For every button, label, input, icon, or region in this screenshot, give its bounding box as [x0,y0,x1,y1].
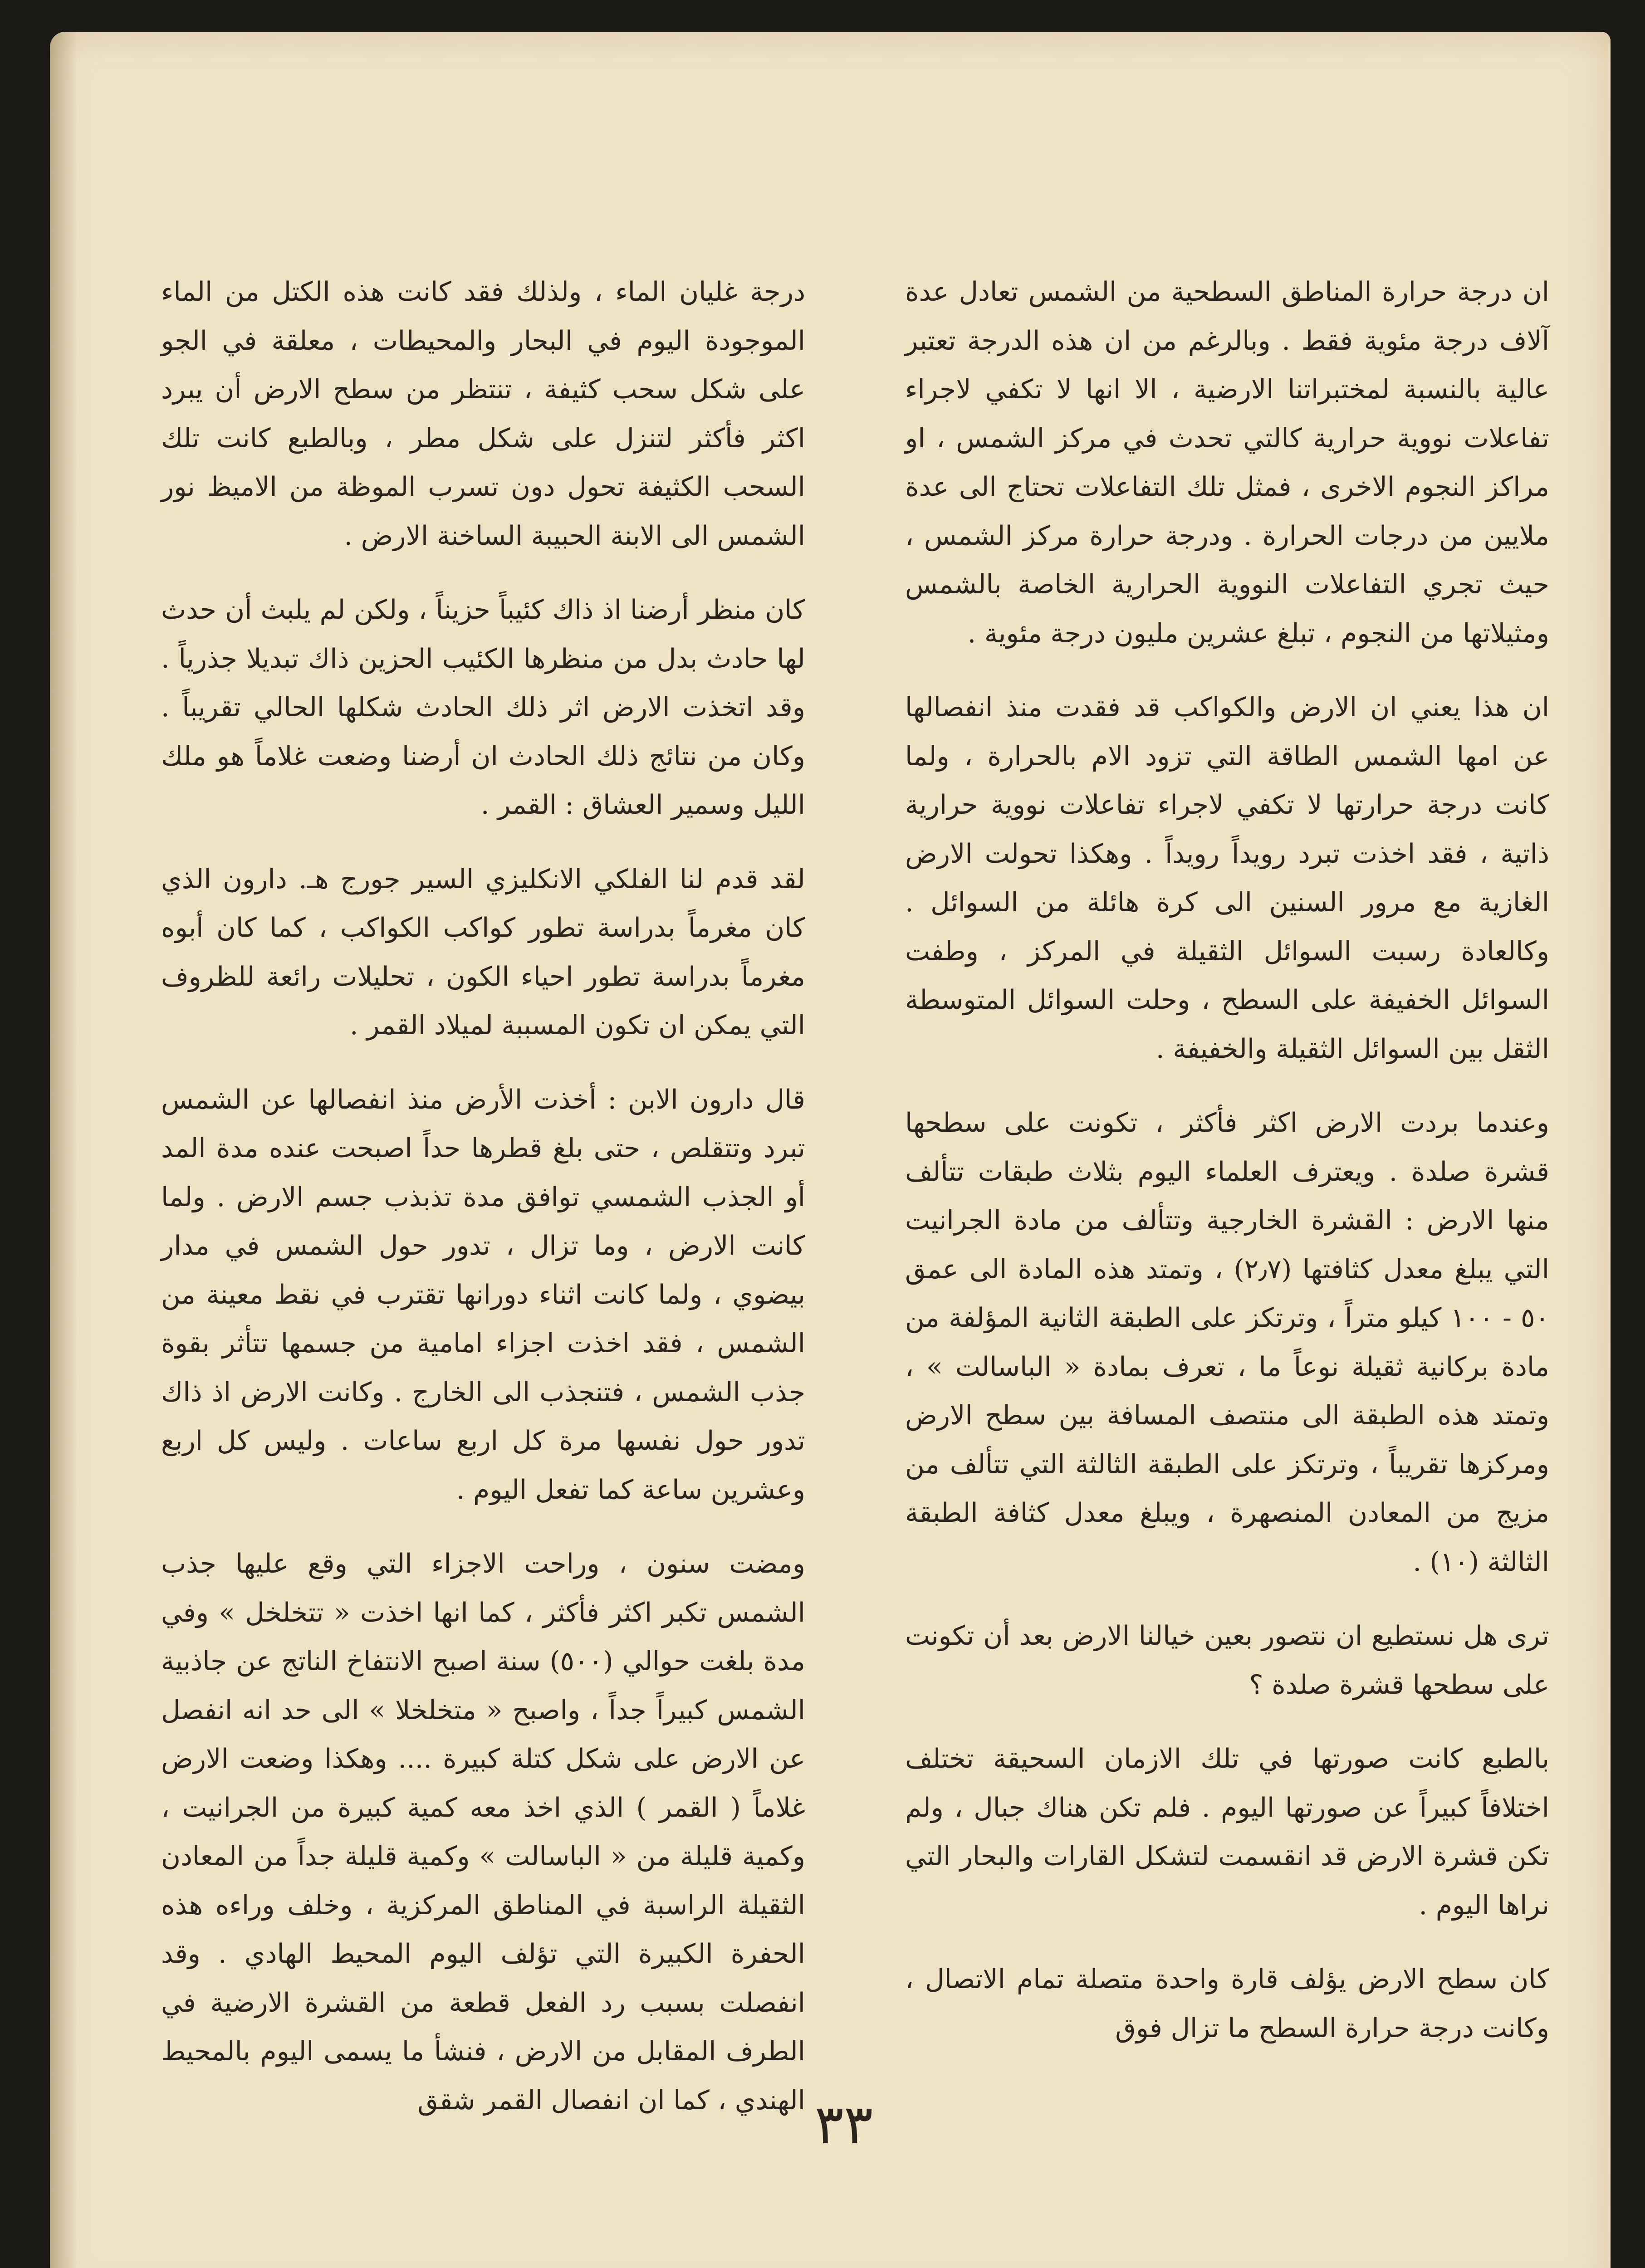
paragraph: ان هذا يعني ان الارض والكواكب قد فقدت منذ انفصالها عن امها الشمس الطاقة التي تزود الام بالحرارة ، ولما كانت درجة حرارتها لا تكفي لاجراء تفاعلات نووية حرارية ذاتية ، فقد اخذت تبرد رويداً رويداً . وهكذا تحولت الارض الغازية مع مرور السنين الى كرة هائلة من السوائل . وكالعادة رسبت السوائل الثقيلة في المركز ، وطفت السوائل الخفيفة على السطح ، وحلت السوائل المتوسطة الثقل بين السوائل الثقيلة والخفيفة . [905,692,1549,1064]
paragraph: وعندما بردت الارض اكثر فأكثر ، تكونت على سطحها قشرة صلدة . ويعترف العلماء اليوم بثلاث طبقات تتألف منها الارض : القشرة الخارجية وتتألف من مادة الجرانيت التي يبلغ معدل كثافتها (٢٫٧) ، وتمتد هذه المادة الى عمق ٥٠ - ١٠٠ كيلو متراً ، وترتكز على الطبقة الثانية المؤلفة من مادة بركانية ثقيلة نوعاً ما ، تعرف بمادة « الباسالت » ، وتمتد هذه الطبقة الى منتصف المسافة بين سطح الارض ومركزها تقريباً ، وترتكز على الطبقة الثالثة التي تتألف من مزيج من المعادن المنصهرة ، ويبلغ معدل كثافة الطبقة الثالثة (١٠) . [905,1107,1549,1577]
paragraph: ومضت سنون ، وراحت الاجزاء التي وقع عليها جذب الشمس تكبر اكثر فأكثر ، كما انها اخذت « تتخلخل » وفي مدة بلغت حوالي (٥٠٠) سنة اصبح الانتفاخ الناتج عن جاذبية الشمس كبيراً جداً ، واصبح « متخلخلا » الى حد انه انفصل عن الارض على شكل كتلة كبيرة .... وهكذا وضعت الارض غلاماً ( القمر ) الذي اخذ معه كمية كبيرة من الجرانيت ، وكمية قليلة من « الباسالت » وكمية قليلة جداً من المعادن الثقيلة الراسبة في المناطق المركزية ، وخلف وراءه هذه الحفرة الكبيرة التي تؤلف اليوم المحيط الهادي . وقد انفصلت بسبب رد الفعل قطعة من القشرة الارضية في الطرف المقابل من الارض ، فنشأ ما يسمى اليوم بالمحيط الهندي ، كما ان انفصال القمر شقق [161,1548,806,2116]
paragraph: بالطبع كانت صورتها في تلك الازمان السحيقة تختلف اختلافاً كبيراً عن صورتها اليوم . فلم تكن هناك جبال ، ولم تكن قشرة الارض قد انقسمت لتشكل القارات والبحار التي نراها اليوم . [905,1743,1549,1921]
page-number: ٣٣ [814,2093,873,2156]
page-spine-shadow [50,32,77,2268]
paragraph: قال دارون الابن : أخذت الأرض منذ انفصالها عن الشمس تبرد وتتقلص ، حتى بلغ قطرها حداً اصبحت عنده مدة المد أو الجذب الشمسي توافق مدة تذبذب جسم الارض . ولما كانت الارض ، وما تزال ، تدور حول الشمس في مدار بيضوي ، ولما كانت اثناء دورانها تقترب في نقط معينة من الشمس ، فقد اخذت اجزاء امامية من جسمها تتأثر بقوة جذب الشمس ، فتنجذب الى الخارج . وكانت الارض اذ ذاك تدور حول نفسها مرة كل اربع ساعات . وليس كل اربع وعشرين ساعة كما تفعل اليوم . [161,1084,805,1505]
book-page [50,32,1611,2268]
paragraph: ترى هل نستطيع ان نتصور بعين خيالنا الارض بعد أن تكونت على سطحها قشرة صلدة ؟ [905,1620,1549,1700]
paragraph: كان سطح الارض يؤلف قارة واحدة متصلة تمام الاتصال ، وكانت درجة حرارة السطح ما تزال فوق [905,1964,1549,2043]
left-text-column [161,268,805,2150]
paragraph: ان درجة حرارة المناطق السطحية من الشمس تعادل عدة آلاف درجة مئوية فقط . وبالرغم من ان هذه الدرجة تعتبر عالية بالنسبة لمختبراتنا الارضية ، الا انها لا تكفي لاجراء تفاعلات نووية حرارية كالتي تحدث في مركز الشمس ، او مراكز النجوم الاخرى ، فمثل تلك التفاعلات تحتاج الى عدة ملايين من درجات الحرارة . ودرجة حرارة مركز الشمس ، حيث تجري التفاعلات النووية الحرارية الخاصة بالشمس ومثيلاتها من النجوم ، تبلغ عشرين مليون درجة مئوية . [905,276,1549,649]
paragraph: لقد قدم لنا الفلكي الانكليزي السير جورج هـ. دارون الذي كان مغرماً بدراسة تطور كواكب الكواكب ، كما كان أبوه مغرماً بدراسة تطور احياء الكون ، تحليلات رائعة للظروف التي يمكن ان تكون المسببة لميلاد القمر . [161,863,805,1041]
paragraph: درجة غليان الماء ، ولذلك فقد كانت هذه الكتل من الماء الموجودة اليوم في البحار والمحيطات ، معلقة في الجو على شكل سحب كثيفة ، تنتظر من سطح الارض أن يبرد اكثر فأكثر لتنزل على شكل مطر ، وبالطبع كانت تلك السحب الكثيفة تحول دون تسرب الموظة من الاميظ نور الشمس الى الابنة الحبيبة الساخنة الارض . [161,276,805,551]
paragraph: كان منظر أرضنا اذ ذاك كئيباً حزيناً ، ولكن لم يلبث أن حدث لها حادث بدل من منظرها الكئيب الحزين ذاك تبديلا جذرياً . وقد اتخذت الارض اثر ذلك الحادث شكلها الحالي تقريباً . وكان من نتائج ذلك الحادث ان أرضنا وضعت غلاماً هو ملك الليل وسمير العشاق : القمر . [161,594,805,820]
right-text-column [905,268,1549,2078]
